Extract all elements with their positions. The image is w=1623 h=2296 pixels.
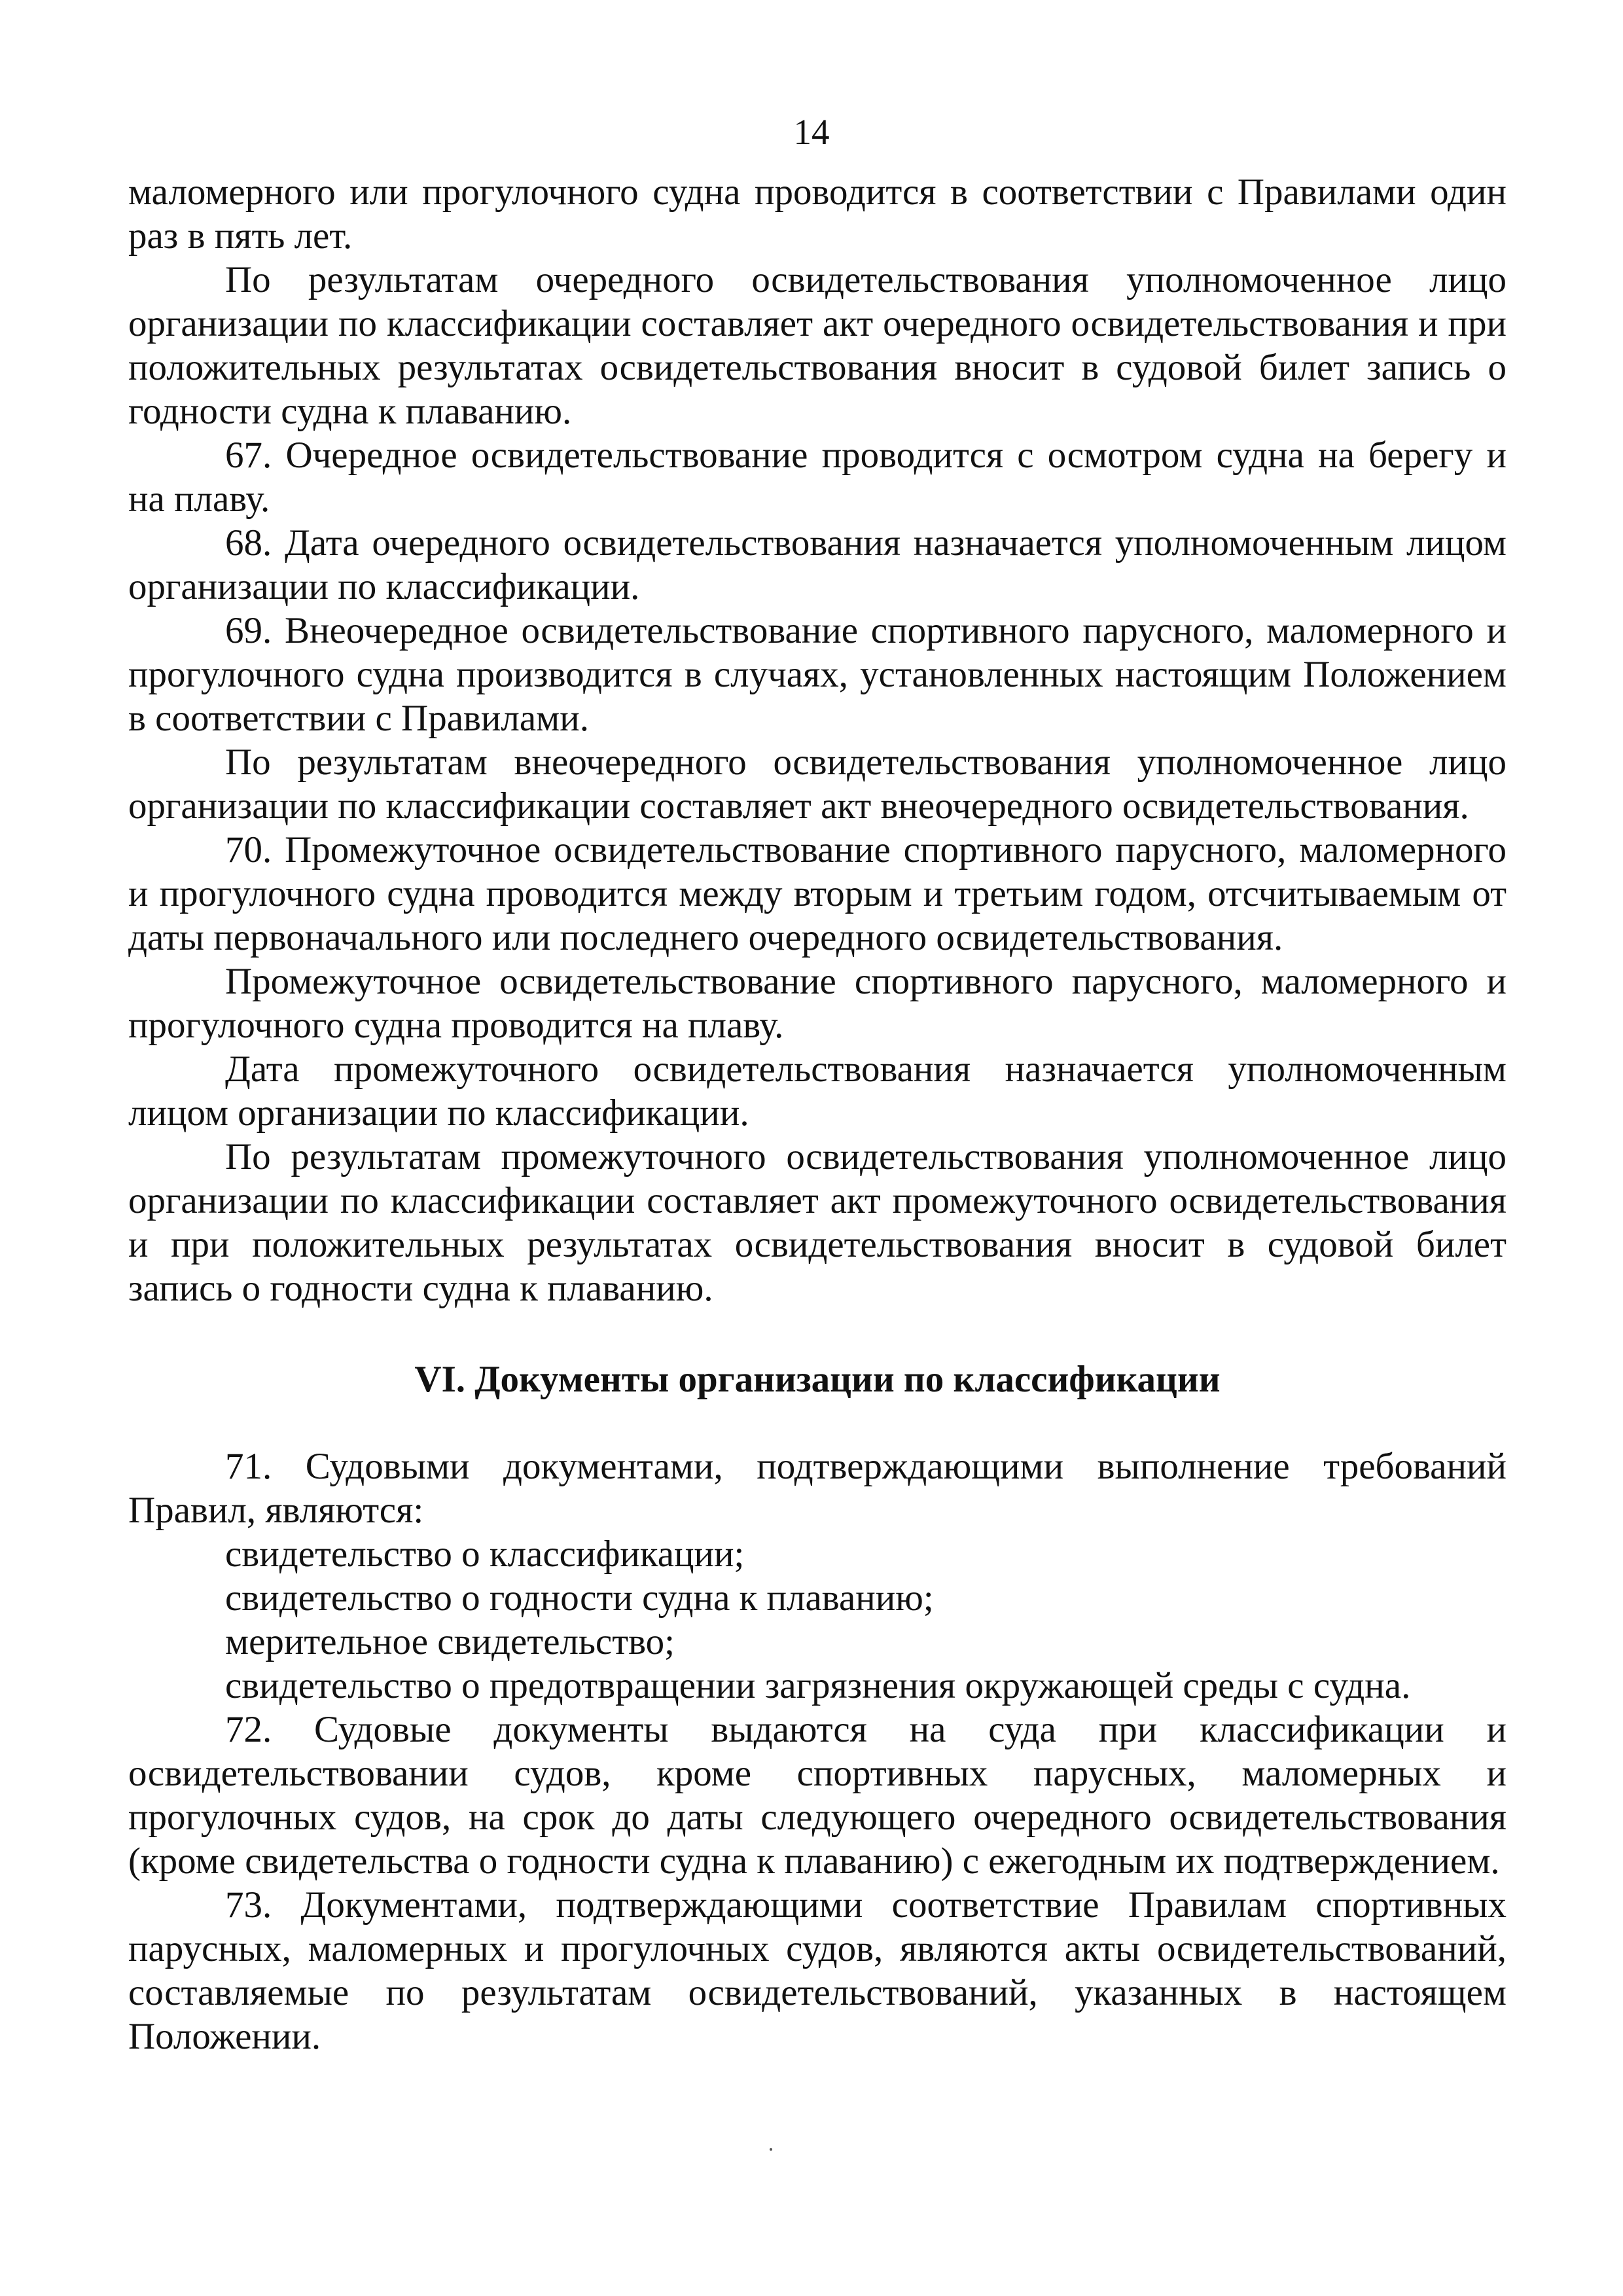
paragraph-regular-survey-result: По результатам очередного освидетельствования уполномоченное лицо организации по классификации составляет акт очередного освидетельствования и при положительных результатах освидетельствования вносит в судовой билет запись о годности судна к плаванию.: [128, 259, 1507, 432]
paragraph-intermediate-survey-date: Дата промежуточного освидетельствования назначается уполномоченным лицом организации по классификации.: [128, 1049, 1507, 1134]
page-number: 14: [793, 112, 830, 152]
paragraph-item-72: 72. Судовые документы выдаются на суда при классификации и освидетельствовании судов, кроме спортивных парусных, маломерных и прогулочных судов, на срок до даты следующего очередного освидетельствования (кроме свидетельства о годности судна к плаванию) с ежегодным их подтверждением.: [128, 1709, 1507, 1882]
section-heading: VI. Документы организации по классификации: [414, 1359, 1221, 1400]
list-item: свидетельство о предотвращении загрязнения окружающей среды с судна.: [225, 1665, 1411, 1706]
paragraph-continuation: маломерного или прогулочного судна проводится в соответствии с Правилами один раз в пять лет.: [128, 171, 1507, 257]
scan-speck: [770, 2148, 772, 2151]
list-item: свидетельство о классификации;: [225, 1534, 745, 1575]
paragraph-item-68: 68. Дата очередного освидетельствования назначается уполномоченным лицом организации по классификации.: [128, 522, 1507, 607]
paragraph-intermediate-survey-result: По результатам промежуточного освидетельствования уполномоченное лицо организации по классификации составляет акт промежуточного освидетельствования и при положительных результатах освидетельствования вносит в судовой билет запись о годности судна к плаванию.: [128, 1136, 1507, 1309]
paragraph-item-67: 67. Очередное освидетельствование проводится с осмотром судна на берегу и на плаву.: [128, 435, 1507, 520]
list-item: мерительное свидетельство;: [225, 1621, 675, 1662]
paragraph-item-70: 70. Промежуточное освидетельствование спортивного парусного, маломерного и прогулочного судна проводится между вторым и третьим годом, отсчитываемым от даты первоначального или последнего очередного освидетельствования.: [128, 829, 1507, 958]
paragraph-intermediate-survey-afloat: Промежуточное освидетельствование спортивного парусного, маломерного и прогулочного судна проводится на плаву.: [128, 961, 1507, 1046]
paragraph-item-73: 73. Документами, подтверждающими соответствие Правилам спортивных парусных, маломерных и прогулочных судов, являются акты освидетельствований, составляемые по результатам освидетельствований, указанных в настоящем Положении.: [128, 1884, 1507, 2057]
paragraph-item-71: 71. Судовыми документами, подтверждающими выполнение требований Правил, являются:: [128, 1446, 1507, 1531]
document-body: [128, 170, 1507, 2058]
paragraph-item-69: 69. Внеочередное освидетельствование спортивного парусного, маломерного и прогулочного судна производится в случаях, установленных настоящим Положением в соответствии с Правилами.: [128, 610, 1507, 739]
list-item: свидетельство о годности судна к плаванию;: [225, 1577, 934, 1619]
paragraph-extraordinary-survey-result: По результатам внеочередного освидетельствования уполномоченное лицо организации по классификации составляет акт внеочередного освидетельствования.: [128, 742, 1507, 827]
